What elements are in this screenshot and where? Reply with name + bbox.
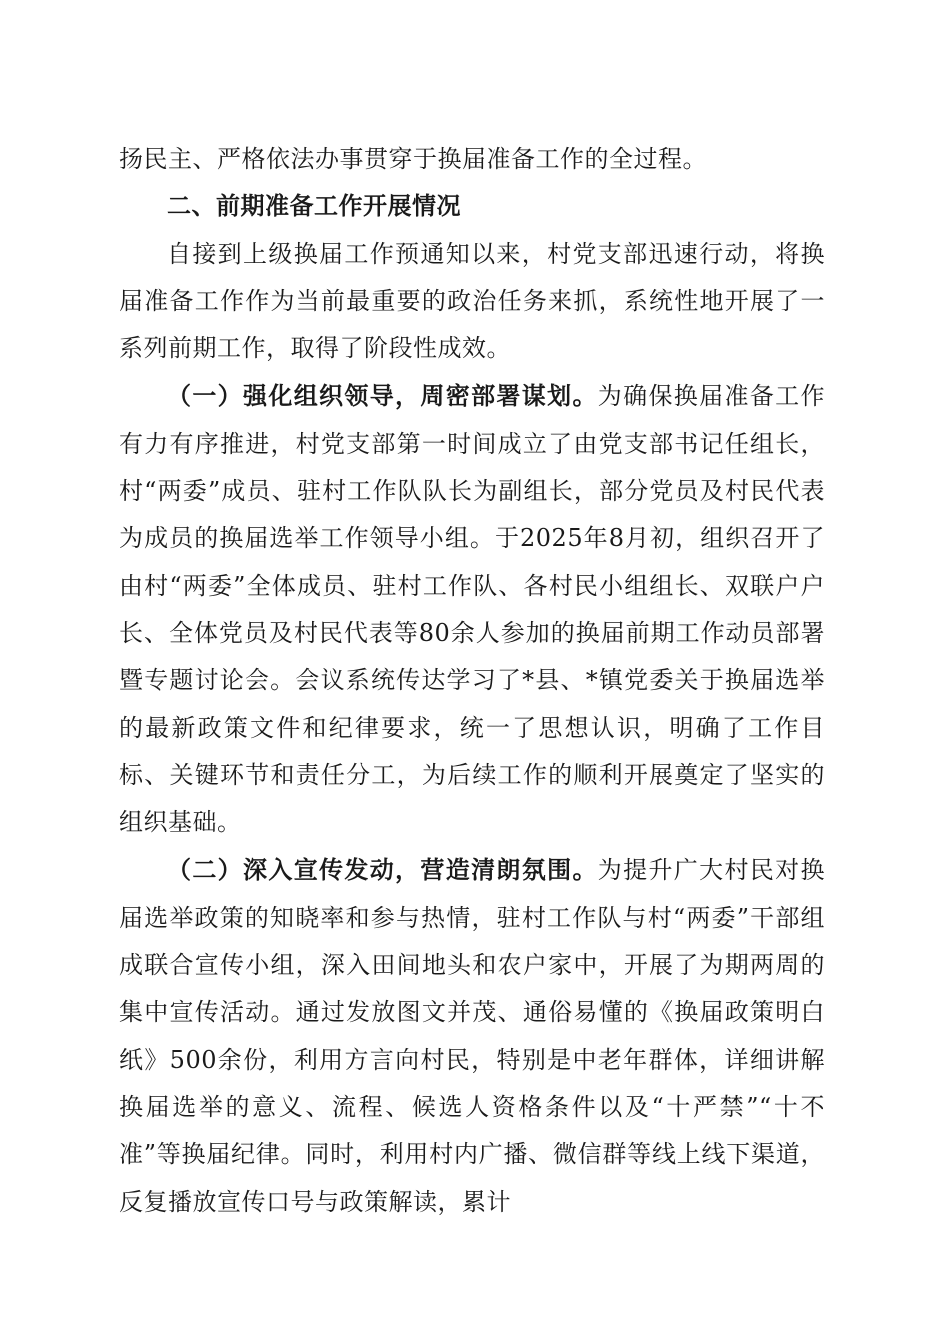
- subsection-1-title: （一）强化组织领导，周密部署谋划。: [167, 381, 598, 411]
- subsection-1-body: 为确保换届准备工作有力有序推进，村党支部第一时间成立了由党支部书记任组长，村“两委”成员、驻村工作队队长为副组长，部分党员及村民代表为成员的换届选举工作领导小组。于2025年8月初，组织召开了由村“两委”全体成员、驻村工作队、各村民小组组长、双联户户长、全体党员及村民代表等80余人参加的换届前期工作动员部署暨专题讨论会。会议系统传达学习了*县、*镇党委关于换届选举的最新政策文件和纪律要求，统一了思想认识，明确了工作目标、关键环节和责任分工，为后续工作的顺利开展奠定了坚实的组织基础。: [119, 382, 826, 837]
- document-body: [119, 136, 825, 1226]
- paragraph-continued: 扬民主、严格依法办事贯穿于换届准备工作的全过程。: [119, 145, 707, 173]
- subsection-2-paragraph: [119, 846, 825, 1225]
- subsection-1-paragraph: [119, 372, 825, 846]
- subsection-2-body: 为提升广大村民对换届选举政策的知晓率和参与热情，驻村工作队与村“两委”干部组成联合宣传小组，深入田间地头和农户家中，开展了为期两周的集中宣传活动。通过发放图文并茂、通俗易懂的《换届政策明白纸》500余份，利用方言向村民，特别是中老年群体，详细讲解换届选举的意义、流程、候选人资格条件以及“十严禁”“十不准”等换届纪律。同时，利用村内广播、微信群等线上线下渠道，反复播放宣传口号与政策解读，累计: [119, 856, 826, 1216]
- subsection-2-title: （二）深入宣传发动，营造清朗氛围。: [167, 855, 598, 885]
- intro-paragraph: 自接到上级换届工作预通知以来，村党支部迅速行动，将换届准备工作作为当前最重要的政治任务来抓，系统性地开展了一系列前期工作，取得了阶段性成效。: [119, 239, 825, 363]
- section-heading: 二、前期准备工作开展情况: [167, 192, 461, 221]
